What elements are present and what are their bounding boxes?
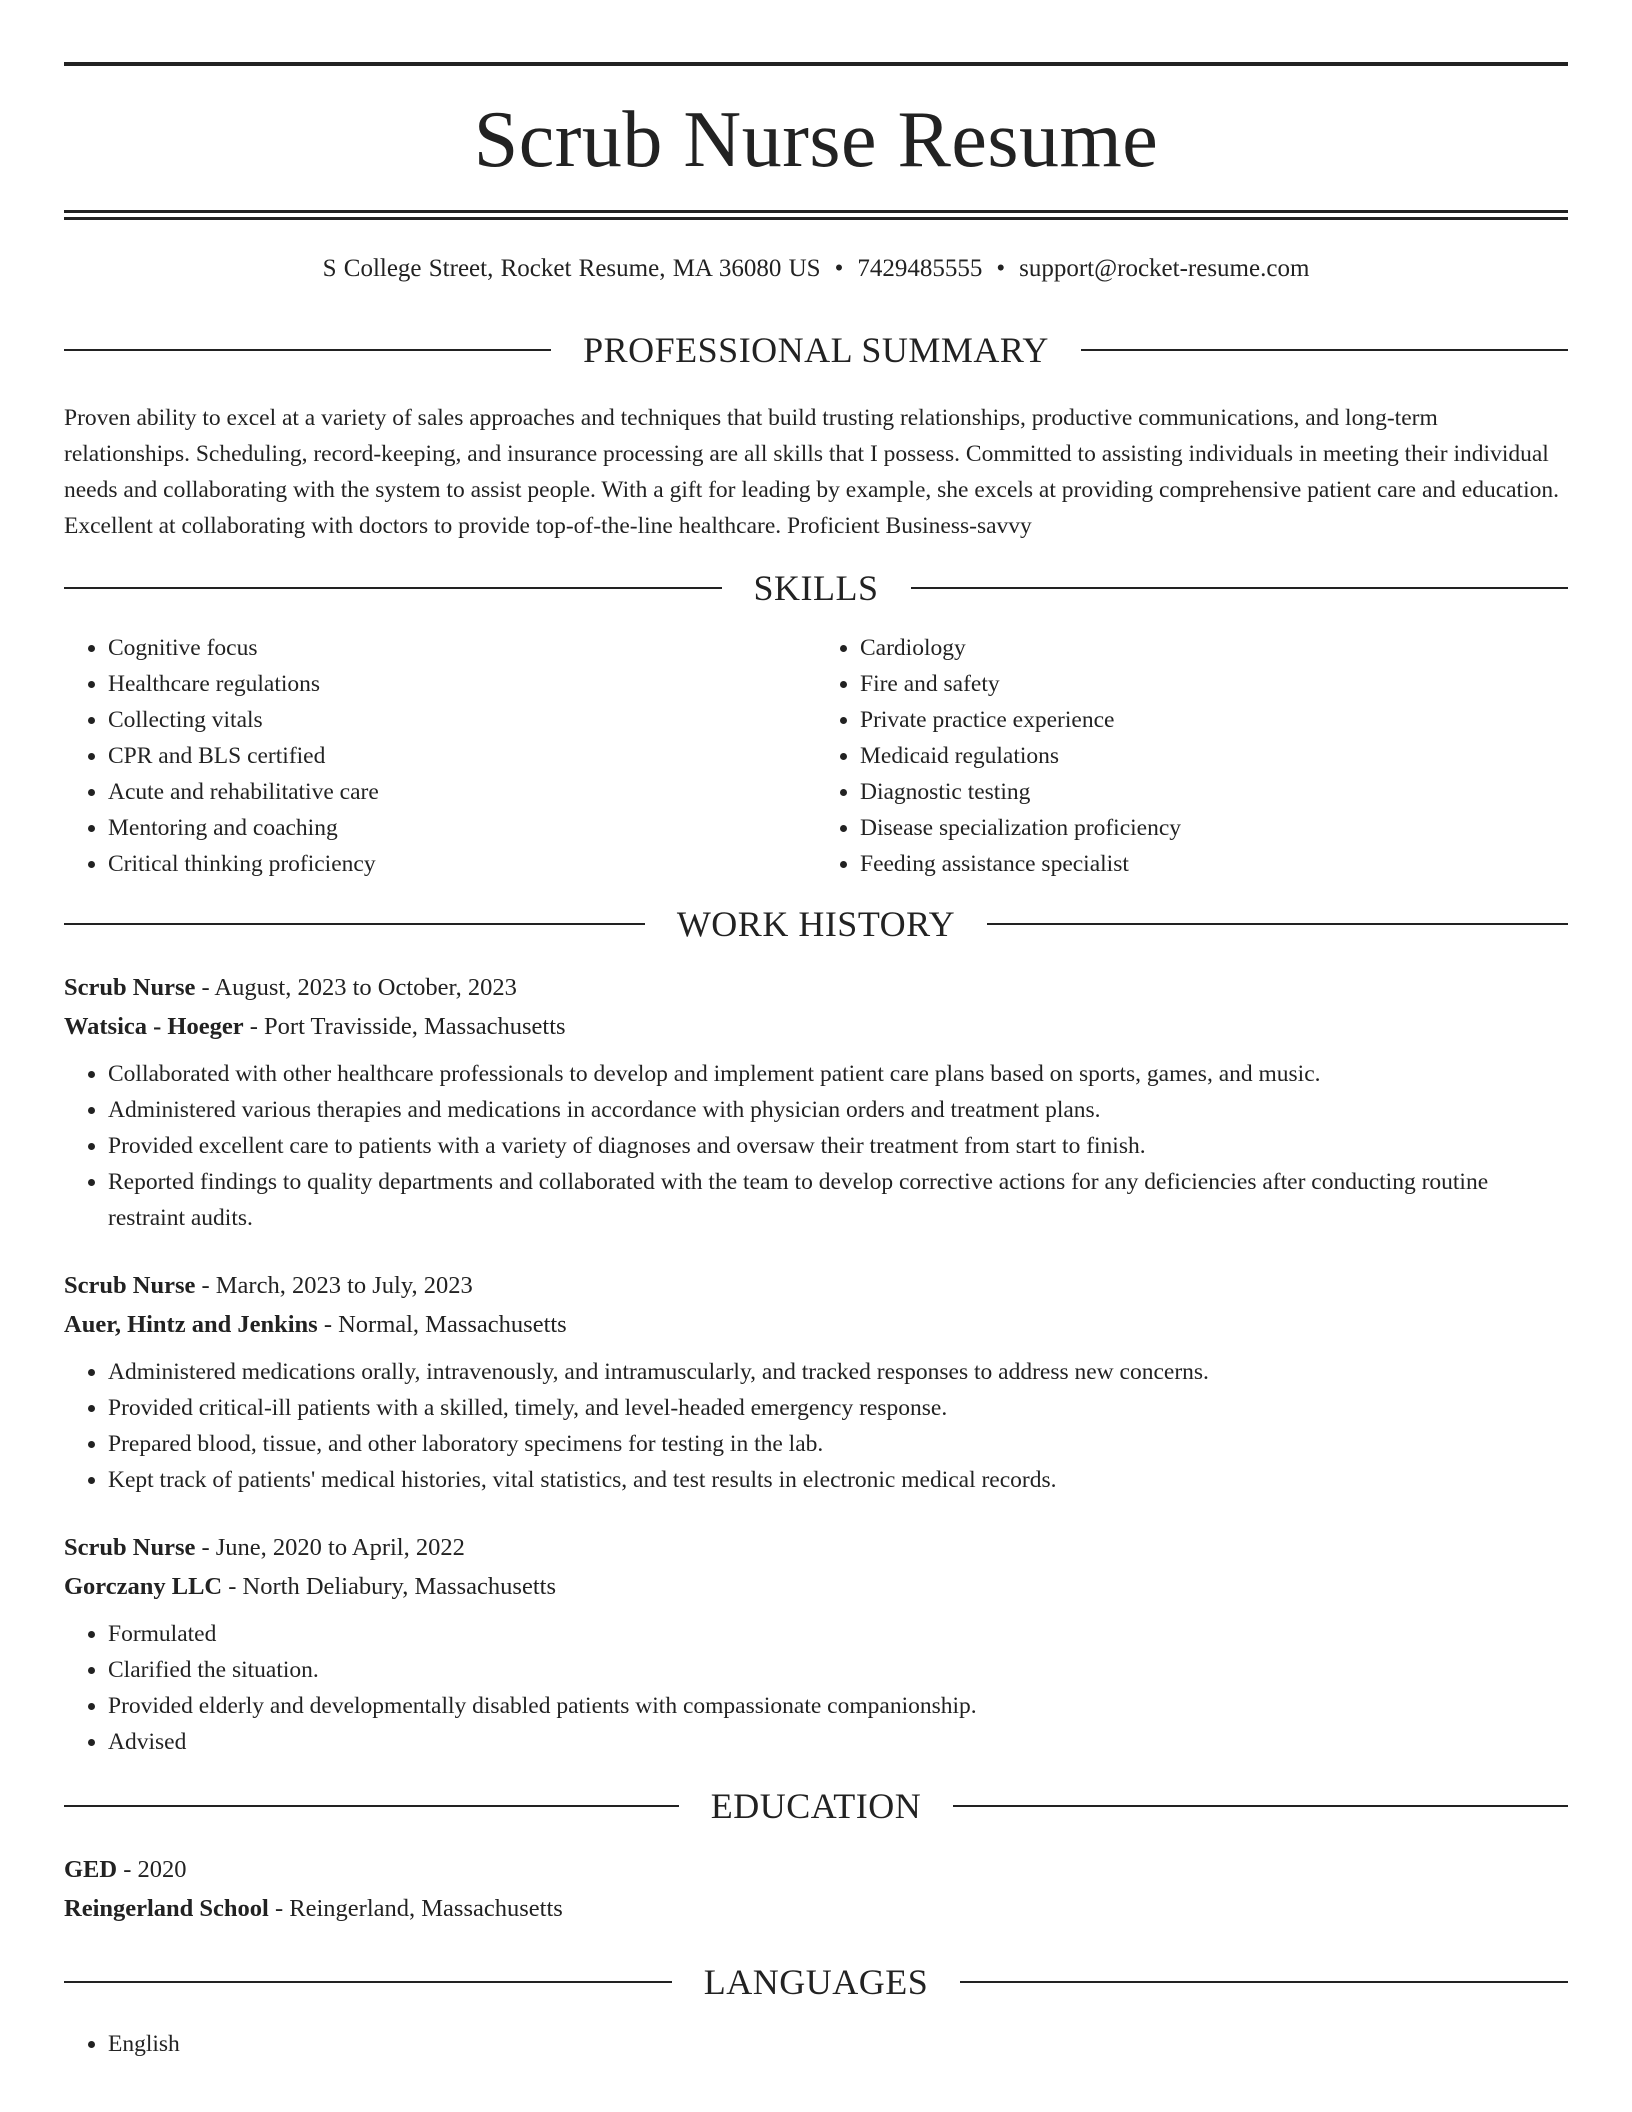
list-item: • Kept track of patients' medical histories, vital statistics, and test results in electronic medical records. [108,1462,1568,1498]
list-item: • Collaborated with other healthcare professionals to develop and implement patient care plans based on sports, games, and music. [108,1056,1568,1092]
job-company-line [64,1567,1568,1606]
skills-list-right [816,630,1568,882]
section-rule [64,1805,679,1807]
job-bullets [64,1056,1568,1236]
list-item: • Provided critical-ill patients with a skilled, timely, and level-headed emergency response. [108,1390,1568,1426]
contact-line [64,254,1568,284]
list-item: • Cognitive focus [108,630,816,666]
job-location: - Port Travisside, Massachusetts [243,1013,566,1040]
contact-email: support@rocket-resume.com [1019,255,1310,282]
job-bullets [64,1616,1568,1760]
list-item: • Medicaid regulations [860,738,1568,774]
skills-columns [64,630,1568,882]
job-company: Auer, Hintz and Jenkins [64,1311,318,1338]
list-item: • Cardiology [860,630,1568,666]
section-title: LANGUAGES [703,1962,929,2002]
contact-separator: • [834,255,844,282]
job-company: Watsica - Hoeger [64,1013,244,1040]
title-double-rule [64,210,1568,220]
section-title: WORK HISTORY [676,904,956,944]
summary-text: Proven ability to excel at a variety of sales approaches and techniques that build trusting relationships, productive communications, and long-term relationships. Scheduling, record-keeping, and insurance processing are all skills that I possess. Committed to assisting individuals in meeting their individual needs and collaborating with the system to assist people. With a gift for leading by example, she excels at providing comprehensive patient care and education. Excellent at collaborating with doctors to provide top-of-the-line healthcare. Proficient Business-savvy [64,405,1559,539]
job-location: - North Deliabury, Massachusetts [222,1573,556,1600]
top-rule [64,62,1568,66]
job-title: Scrub Nurse [64,1534,196,1561]
list-item: • Reported findings to quality departments and collaborated with the team to develop corrective actions for any deficiencies after conducting routine restraint audits. [108,1164,1568,1236]
section-rule [64,349,551,351]
list-item: • Advised [108,1724,1568,1760]
list-item: • CPR and BLS certified [108,738,816,774]
job-company: Gorczany LLC [64,1573,223,1600]
list-item: • Critical thinking proficiency [108,846,816,882]
section-rule [64,587,722,589]
list-item: • Mentoring and coaching [108,810,816,846]
languages-list [64,2026,1568,2062]
list-item: • Provided excellent care to patients with a variety of diagnoses and oversaw their treatment from start to finish. [108,1128,1568,1164]
section-rule [953,1805,1568,1807]
section-rule [987,923,1568,925]
job-title-line [64,1266,1568,1305]
education-degree: GED [64,1856,118,1883]
list-item: • Prepared blood, tissue, and other laboratory specimens for testing in the lab. [108,1426,1568,1462]
section-rule [1081,349,1568,351]
list-item: • Acute and rehabilitative care [108,774,816,810]
contact-address: S College Street, Rocket Resume, MA 36080 US [322,255,821,282]
section-header-languages [64,1964,1568,2000]
job-title: Scrub Nurse [64,1272,196,1299]
job-entry [64,968,1568,1236]
job-entry [64,1266,1568,1498]
section-header-education [64,1788,1568,1824]
list-item: • Administered various therapies and medications in accordance with physician orders and treatment plans. [108,1092,1568,1128]
section-rule [960,1981,1568,1983]
skills-list-left [64,630,816,882]
job-title-line [64,968,1568,1007]
section-header-work [64,906,1568,942]
job-title: Scrub Nurse [64,974,196,1001]
contact-separator: • [996,255,1006,282]
job-entry [64,1528,1568,1760]
education-location: - Reingerland, Massachusetts [268,1895,563,1922]
page-title: Scrub Nurse Resume [473,96,1159,184]
job-dates: - March, 2023 to July, 2023 [195,1272,473,1299]
list-item: • Private practice experience [860,702,1568,738]
section-header-skills [64,570,1568,606]
section-rule [911,587,1569,589]
list-item: • English [108,2026,1568,2062]
contact-phone: 7429485555 [857,255,983,282]
list-item: • Healthcare regulations [108,666,816,702]
list-item: • Formulated [108,1616,1568,1652]
section-header-summary [64,332,1568,368]
job-dates: - August, 2023 to October, 2023 [195,974,517,1001]
education-school-line [64,1889,1568,1928]
section-title: SKILLS [753,568,879,608]
section-title: EDUCATION [710,1786,922,1826]
list-item: • Administered medications orally, intravenously, and intramuscularly, and tracked responses to address new concerns. [108,1354,1568,1390]
education-year: - 2020 [117,1856,187,1883]
list-item: • Collecting vitals [108,702,816,738]
list-item: • Clarified the situation. [108,1652,1568,1688]
list-item: • Diagnostic testing [860,774,1568,810]
job-company-line [64,1305,1568,1344]
list-item: • Provided elderly and developmentally disabled patients with compassionate companionship. [108,1688,1568,1724]
job-bullets [64,1354,1568,1498]
education-entry [64,1850,1568,1928]
section-rule [64,1981,672,1983]
job-location: - Normal, Massachusetts [317,1311,567,1338]
list-item: • Disease specialization proficiency [860,810,1568,846]
education-degree-line [64,1850,1568,1889]
list-item: • Fire and safety [860,666,1568,702]
section-title: PROFESSIONAL SUMMARY [583,330,1049,370]
job-dates: - June, 2020 to April, 2022 [195,1534,465,1561]
job-company-line [64,1007,1568,1046]
job-title-line [64,1528,1568,1567]
education-school: Reingerland School [64,1895,269,1922]
section-rule [64,923,645,925]
list-item: • Feeding assistance specialist [860,846,1568,882]
